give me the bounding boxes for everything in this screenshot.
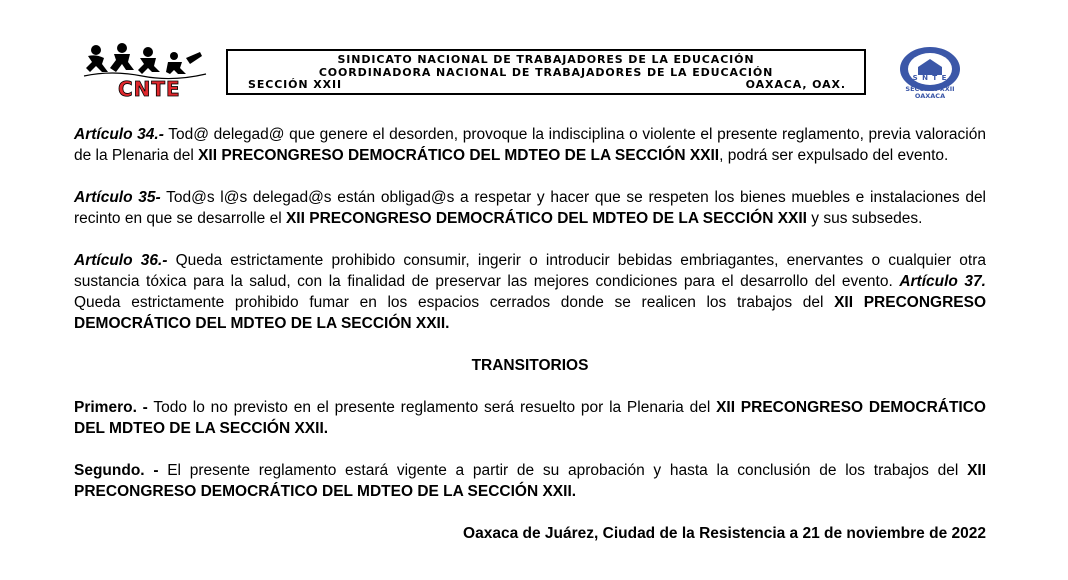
cnte-logo <box>82 42 210 98</box>
article-35-text-2: y sus subsedes. <box>807 210 923 227</box>
place-date-line: Oaxaca de Juárez, Ciudad de la Resistencia a 21 de noviembre de 2022 <box>463 525 986 542</box>
article-34 <box>74 124 986 166</box>
article-36-text-1: Queda estrictamente prohibido consumir, ingerir o introducir bebidas embriagantes, enervantes o cualquier otra sustancia tóxica para la salud, con la finalidad de preservar las mejores condiciones para el desarrollo del evento. <box>74 252 986 290</box>
transitorios-heading: TRANSITORIOS <box>471 357 589 374</box>
article-36-37 <box>74 250 986 334</box>
article-35-label: Artículo 35- <box>74 189 161 206</box>
header-box <box>226 49 866 95</box>
document-body <box>74 124 986 544</box>
header-city: OAXACA, OAX. <box>745 78 846 91</box>
seal-top-text: S N T E <box>912 74 948 82</box>
primero-label: Primero. - <box>74 399 148 416</box>
cnte-logo-text: CNTE <box>118 77 181 98</box>
primero-bold-1: XII PRECONGRESO DEMOCRÁTICO DEL MDTEO DE LA SECCIÓN XXII. <box>74 399 986 437</box>
snte-seal-logo <box>880 45 980 99</box>
header-section: SECCIÓN XXII <box>248 78 343 91</box>
article-37-text-1: Queda estrictamente prohibido fumar en los espacios cerrados donde se realicen los trabajos del <box>74 294 835 311</box>
header-line-1: SINDICATO NACIONAL DE TRABAJADORES DE LA EDUCACIÓN <box>337 53 755 66</box>
segundo-label: Segundo. - <box>74 462 159 479</box>
cnte-figures <box>86 43 202 74</box>
transitorio-primero <box>74 397 986 439</box>
seal-bottom-text-1: SECCIÓN XXII <box>905 85 955 93</box>
article-35-bold-1: XII PRECONGRESO DEMOCRÁTICO DEL MDTEO DE LA SECCIÓN XXII <box>285 210 807 227</box>
article-35-text-1: Tod@s l@s delegad@s están obligad@s a respetar y hacer que se respeten los bienes muebles e instalaciones del recinto en que se desarrolle el <box>74 189 987 227</box>
header-line-2: COORDINADORA NACIONAL DE TRABAJADORES DE LA EDUCACIÓN <box>318 65 774 79</box>
header-line-3 <box>234 79 858 92</box>
article-34-text-2: , podrá ser expulsado del evento. <box>719 147 949 164</box>
article-35 <box>74 187 986 229</box>
segundo-bold-1: XII PRECONGRESO DEMOCRÁTICO DEL MDTEO DE LA SECCIÓN XXII. <box>74 462 987 500</box>
segundo-text-1: El presente reglamento estará vigente a partir de su aprobación y hasta la conclusión de los trabajos del <box>158 462 968 479</box>
primero-text-1: Todo lo no previsto en el presente reglamento será resuelto por la Plenaria del <box>147 399 717 416</box>
article-37-label: Artículo 37. <box>899 273 986 290</box>
article-34-bold-1: XII PRECONGRESO DEMOCRÁTICO DEL MDTEO DE LA SECCIÓN XXII <box>198 147 720 164</box>
article-34-text-1: Tod@ delegad@ que genere el desorden, provoque la indisciplina o violente el presente reglamento, previa valoración de la Plenaria del <box>74 126 986 164</box>
seal-bottom-text-2: OAXACA <box>914 92 946 99</box>
article-36-label: Artículo 36.- <box>74 252 168 269</box>
transitorio-segundo <box>74 460 986 502</box>
article-34-label: Artículo 34.- <box>74 126 164 143</box>
article-37-bold-1: XII PRECONGRESO DEMOCRÁTICO DEL MDTEO DE LA SECCIÓN XXII. <box>74 294 986 332</box>
